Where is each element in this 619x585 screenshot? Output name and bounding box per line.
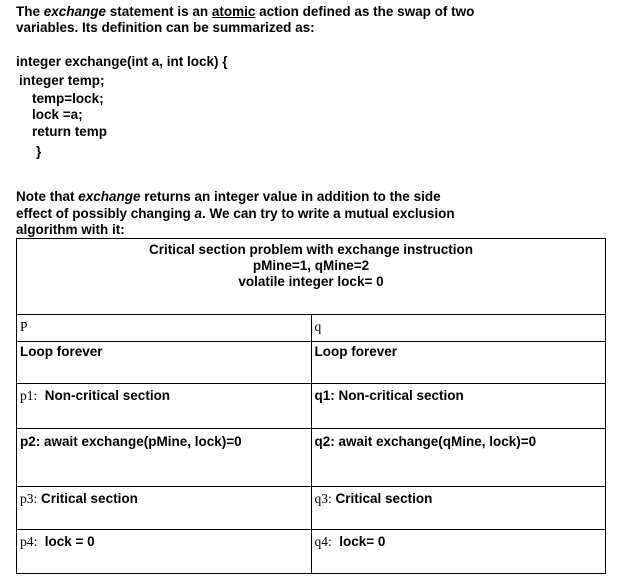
table-lock-decl: volatile integer lock= 0 (238, 274, 384, 289)
column-p-header (17, 315, 312, 342)
p4-cell (17, 530, 312, 574)
q4-text: lock= 0 (339, 534, 386, 549)
q4-cell (311, 530, 606, 574)
table-row (17, 342, 606, 384)
note-text: effect of possibly changing (16, 206, 195, 221)
atomic-link[interactable]: atomic (211, 4, 256, 19)
process-q-label: q (314, 319, 322, 334)
table-header-row (17, 239, 606, 315)
code-return: return temp (32, 124, 108, 139)
q3-cell (311, 487, 606, 530)
q-loop-cell (311, 342, 606, 384)
q4-label: q4: (314, 534, 332, 549)
q1-cell (311, 384, 606, 429)
note-line-2 (16, 206, 455, 222)
p-loop-cell (17, 342, 312, 384)
table-row (17, 487, 606, 530)
code-decl: integer temp; (19, 73, 105, 88)
p4-label: p4: (20, 534, 38, 549)
code-assign-lock: lock =a; (32, 107, 83, 122)
table-vars: pMine=1, qMine=2 (252, 258, 370, 273)
p1-text: Non-critical section (44, 388, 171, 403)
variable-a: a (194, 206, 203, 221)
table-row (17, 530, 606, 574)
code-signature: integer exchange(int a, int lock) { (16, 54, 228, 69)
table-title: Critical section problem with exchange instruction (148, 242, 474, 257)
note-line-1 (16, 189, 441, 205)
p3-cell (17, 487, 312, 530)
p-loop-text: Loop forever (20, 344, 103, 359)
note-line-3: algorithm with it: (16, 222, 125, 237)
p4-text: lock = 0 (44, 534, 95, 549)
p3-text: Critical section (41, 491, 138, 506)
column-q-header (311, 315, 606, 342)
p2-text: p2: await exchange(pMine, lock)=0 (20, 434, 242, 449)
p2-cell (17, 429, 312, 487)
exchange-term: exchange (43, 4, 107, 19)
q2-cell (311, 429, 606, 487)
q-loop-text: Loop forever (314, 344, 398, 359)
q3-label: q3: (314, 491, 332, 506)
intro-text: action defined as the swap of two (255, 4, 475, 19)
table-header (17, 239, 606, 315)
algorithm-table (16, 238, 606, 574)
exchange-term: exchange (78, 189, 141, 204)
table-row (17, 429, 606, 487)
code-assign-temp: temp=lock; (32, 91, 104, 106)
table-row (17, 384, 606, 429)
intro-text: The (16, 4, 44, 19)
note-text: returns an integer value in addition to the side (140, 189, 441, 204)
q1-text: q1: Non-critical section (314, 388, 464, 403)
intro-text: statement is an (106, 4, 212, 19)
p1-label: p1: (20, 388, 38, 403)
process-p-label: P (20, 319, 28, 334)
q2-text: q2: await exchange(qMine, lock)=0 (314, 434, 537, 449)
note-text: . We can try to write a mutual exclusion (202, 206, 455, 221)
note-text: Note that (16, 189, 79, 204)
intro-line-2: variables. Its definition can be summarized as: (16, 20, 315, 35)
intro-line-1 (16, 4, 474, 20)
p3-label: p3: (20, 491, 38, 506)
q3-text: Critical section (335, 491, 433, 506)
p1-cell (17, 384, 312, 429)
table-row (17, 315, 606, 342)
code-close-brace: } (36, 144, 42, 159)
